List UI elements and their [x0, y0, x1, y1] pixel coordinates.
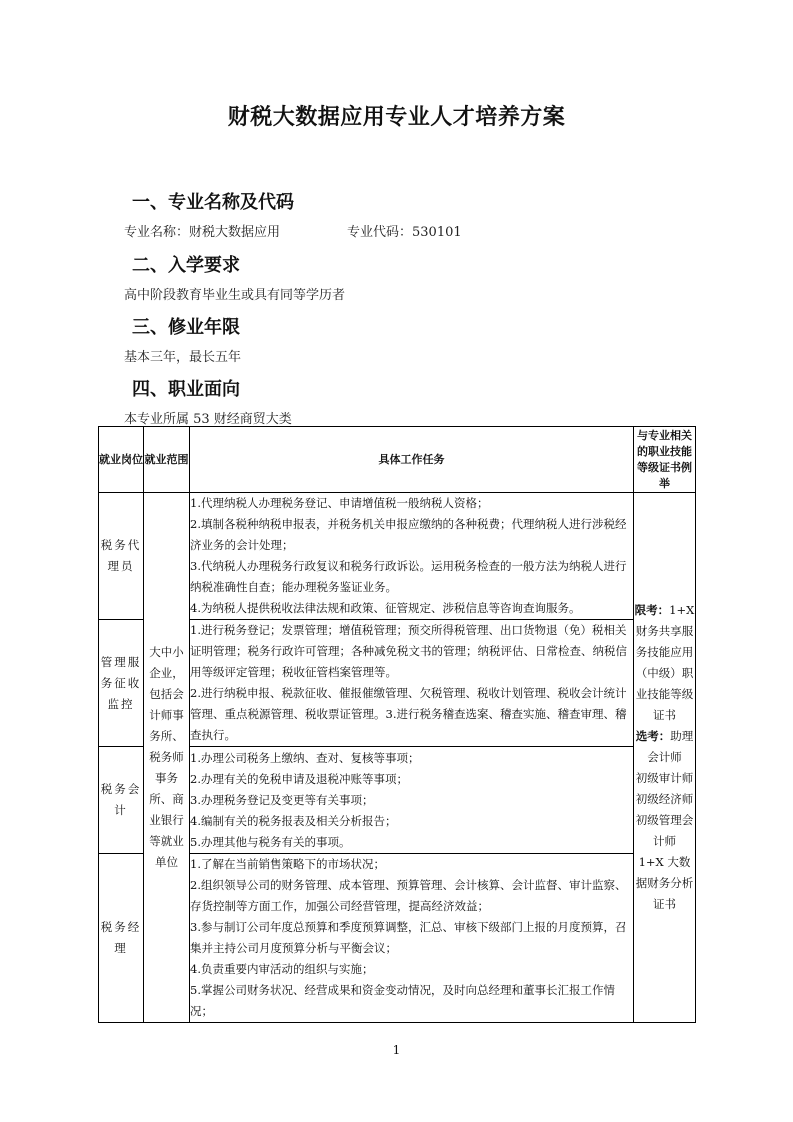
tasks-cell [190, 620, 634, 747]
cert-elective-item: 初级审计师 [635, 771, 694, 785]
post-cell: 税务会计 [99, 747, 144, 854]
task-item: 1.进行税务登记；发票管理；增值税管理；预交所得税管理、出口货物退（免）税相关证明管理；税务行政许可管理；各种减免税文书的管理；纳税评估、日常检查、纳税信用等级评定管理；税收征管档案管理等。 [190, 623, 627, 679]
task-item: 5.掌握公司财务状况、经营成果和资金变动情况，及时向总经理和董事长汇报工作情况； [190, 983, 615, 1018]
tasks-cell [190, 493, 634, 620]
page-number: 1 [392, 1043, 401, 1057]
major-code: 专业代码：530101 [347, 225, 462, 240]
task-item: 2.进行纳税申报、税款征收、催报催缴管理、欠税管理、税收计划管理、税收会计统计管理、重点税源管理、税收票证管理。3.进行税务稽查选案、稽查实施、稽查审理、稽查执行。 [190, 686, 627, 742]
tasks-cell [190, 747, 634, 854]
task-item: 2.填制各税种纳税申报表，并税务机关申报应缴纳的各种税费；代理纳税人进行涉税经济业务的会计处理； [190, 517, 627, 552]
header-scope: 就业范围 [144, 427, 190, 493]
task-item: 1.代理纳税人办理税务登记、申请增值税一般纳税人资格； [190, 496, 489, 510]
task-item: 4.编制有关的税务报表及相关分析报告； [190, 813, 397, 828]
admission-text: 高中阶段教育毕业生或具有同等学历者 [124, 288, 346, 303]
table-header-row [99, 427, 696, 493]
task-item: 3.办理税务登记及变更等有关事项； [190, 792, 374, 807]
document-title: 财税大数据应用专业人才培养方案 [227, 105, 566, 130]
cert-elective-item: 1+X 大数据财务分析证书 [635, 855, 694, 911]
cert-required-text: 1+X 财务共享服务技能应用（中级）职业技能等级证书 [635, 603, 695, 722]
header-tasks: 具体工作任务 [190, 427, 634, 493]
header-post: 就业岗位 [99, 427, 144, 493]
table-row [99, 493, 696, 620]
cert-elective-label: 选考： [635, 729, 671, 743]
cert-elective-item: 初级经济师 [635, 792, 694, 806]
cert-cell [634, 493, 696, 1023]
task-item: 4.为纳税人提供税收法律法规和政策、征管规定、涉税信息等咨询查询服务。 [190, 601, 581, 615]
career-table [98, 426, 696, 1023]
task-item: 3.代纳税人办理税务行政复议和税务行政诉讼。运用税务检查的一般方法为纳税人进行纳税准确性自查；能办理税务鉴证业务。 [190, 559, 627, 594]
post-cell: 税务经理 [99, 854, 144, 1023]
post-cell: 税务代理员 [99, 493, 144, 620]
cert-elective-item: 初级管理会计师 [635, 813, 694, 848]
task-item: 2.组织领导公司的财务管理、成本管理、预算管理、会计核算、会计监督、审计监察、存货控制等方面工作，加强公司经营管理，提高经济效益； [190, 878, 627, 913]
section-2-heading: 二、入学要求 [132, 255, 240, 276]
cert-elective-item: 助理会计师 [647, 729, 694, 764]
category-text: 本专业所属 53 财经商贸大类 [124, 412, 292, 427]
task-item: 2.办理有关的免税申请及退税冲账等事项； [190, 771, 408, 786]
scope-cell: 大中小企业，包括会计师事务所、税务师事务所、商业银行等就业单位 [144, 493, 190, 1023]
cert-required-label: 限考： [634, 603, 670, 617]
section-3-heading: 三、修业年限 [132, 317, 240, 338]
major-name: 专业名称：财税大数据应用 [124, 225, 281, 240]
task-item: 1.办理公司税务上缴纳、查对、复核等事项； [190, 750, 420, 765]
task-item: 4.负责重要内审活动的组织与实施； [190, 962, 374, 976]
section-1-heading: 一、专业名称及代码 [132, 192, 294, 213]
task-item: 1.了解在当前销售策略下的市场状况； [190, 857, 385, 871]
task-item: 5.办理其他与税务有关的事项。 [190, 834, 351, 849]
tasks-cell [190, 854, 634, 1023]
post-cell: 管理服务征收监控 [99, 620, 144, 747]
header-cert: 与专业相关的职业技能等级证书例举 [634, 427, 696, 493]
task-item: 3.参与制订公司年度总预算和季度预算调整，汇总、审核下级部门上报的月度预算，召集并主持公司月度预算分析与平衡会议； [190, 920, 627, 955]
duration-text: 基本三年，最长五年 [124, 350, 242, 365]
section-4-heading: 四、职业面向 [132, 379, 240, 400]
